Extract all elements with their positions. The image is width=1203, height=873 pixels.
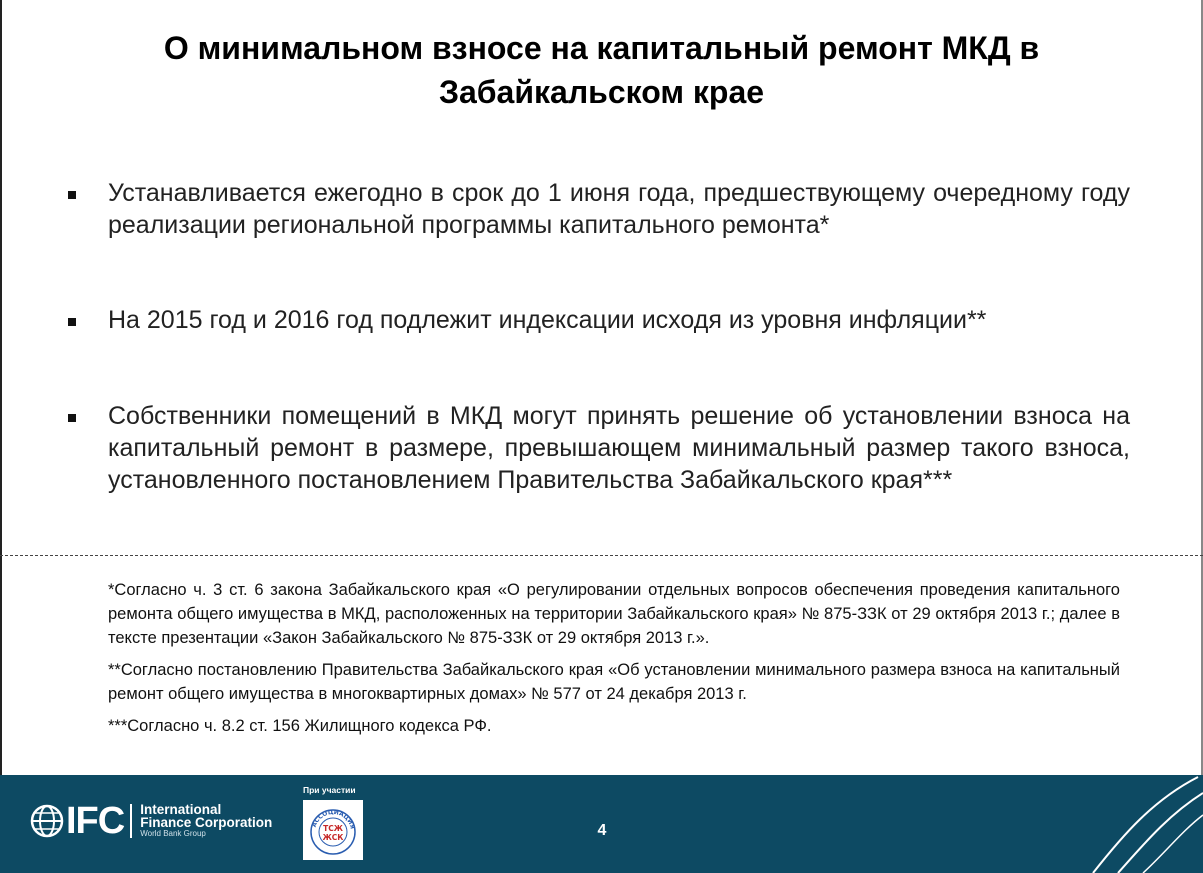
ifc-name-line2: Finance Corporation: [140, 815, 273, 830]
partner-logo: [303, 800, 363, 860]
ifc-mark: IFC: [66, 800, 125, 842]
partner-logo-arc-text: АССОЦИАЦИЯ: [310, 808, 356, 830]
dashed-divider: [0, 555, 1203, 556]
bullet-item: [68, 304, 1130, 336]
bullet-text: На 2015 год и 2016 год подлежит индексации исходя из уровня инфляции**: [108, 306, 987, 334]
ifc-group: World Bank Group: [140, 829, 206, 838]
ifc-name-line1: International: [140, 802, 222, 817]
ifc-logo: [30, 800, 273, 842]
logo-separator: [130, 804, 132, 838]
bullet-marker-icon: [68, 318, 76, 326]
bullet-marker-icon: [68, 414, 76, 422]
footnote: *Согласно ч. 3 ст. 6 закона Забайкальского края «О регулировании отдельных вопросов обеспечения проведения капитального ремонта общего имущества в МКД, расположенных на территории Забайкальского края» № 875-ЗЗК от 29 октября 2013 г.; далее в тексте презентации «Закон Забайкальского № 875-ЗЗК от 29 октября 2013 г.».: [108, 581, 1120, 647]
slide-title: О минимальном взносе на капитальный ремонт МКД в Забайкальском крае: [163, 30, 1040, 110]
association-emblem-icon: [303, 800, 363, 860]
decorative-curves-icon: [1073, 775, 1203, 873]
partner-logo-text-1: ТСЖ: [323, 824, 343, 833]
partner-label: При участии: [303, 785, 356, 795]
bullet-item: [68, 400, 1130, 496]
partner-logo-text-2: ЖСК: [322, 833, 344, 842]
ifc-name-block: [140, 803, 272, 839]
footnote: ***Согласно ч. 8.2 ст. 156 Жилищного кодекса РФ.: [108, 717, 492, 735]
globe-icon: [30, 804, 64, 838]
footnotes: [108, 578, 1120, 738]
footnote: **Согласно постановлению Правительства Забайкальского края «Об установлении минимального размера взноса на капитальный ремонт общего имущества в многоквартирных домах» № 577 от 24 декабря 2013 г.: [108, 661, 1120, 703]
bullet-text: Собственники помещений в МКД могут принять решение об установлении взноса на капитальный ремонт в размере, превышающем минимальный размер такого взноса, установленного постановлением Правительства Забайкальского края***: [108, 402, 1130, 494]
bullet-text: Устанавливается ежегодно в срок до 1 июня года, предшествующему очередному году реализации региональной программы капитального ремонта*: [108, 179, 1130, 239]
bullet-item: [68, 177, 1130, 241]
footer-bar: [0, 775, 1203, 873]
slide-left-border: [0, 0, 2, 873]
bullet-marker-icon: [68, 191, 76, 199]
page-number: 4: [597, 822, 607, 839]
